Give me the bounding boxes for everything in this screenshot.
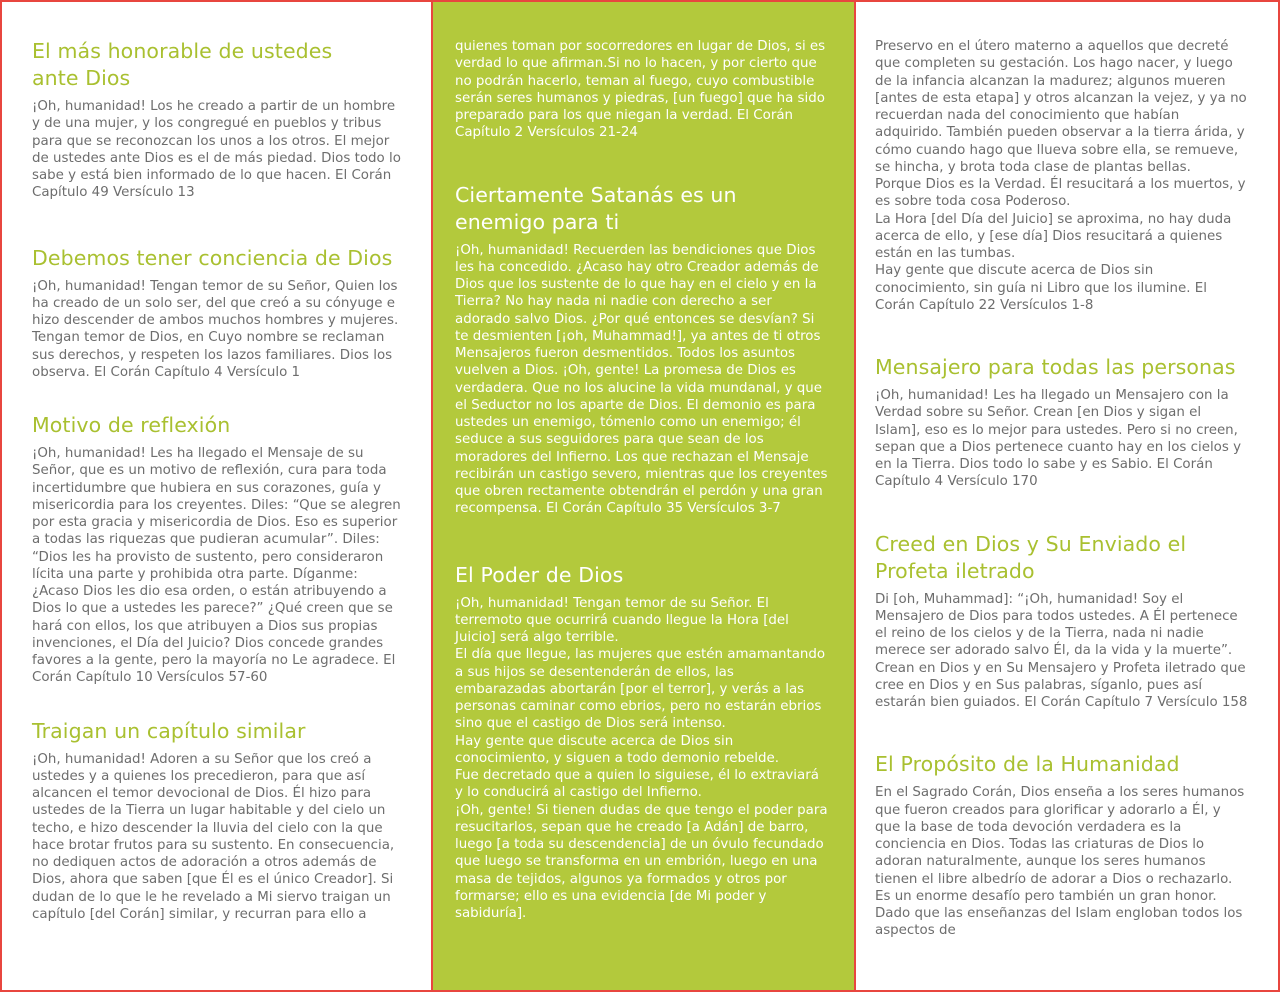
section-title: El Propósito de la Humanidad	[875, 752, 1180, 777]
section-conciencia	[32, 245, 403, 382]
section-poder	[455, 562, 828, 923]
section-capitulo-similar	[32, 718, 403, 924]
section-mensajero	[875, 354, 1248, 491]
section-body: ¡Oh, humanidad! Tengan temor de su Señor, Quien los ha creado de un solo ser, del que creó a su cónyuge e hizo descender de ambos muchos hombres y mujeres. Tengan temor de Dios, en Cuyo nombre se reclaman sus derechos, y respeten los lazos familiares. Dios los observa. El Corán Capítulo 4 Versículo 1	[32, 278, 399, 380]
section-title: El Poder de Dios	[455, 562, 624, 587]
section-title: Creed en Dios y Su Enviado el Profeta iletrado	[875, 531, 1187, 583]
continuation-text: Preservo en el útero materno a aquellos que decreté que completen su gestación. Los hago nacer, y luego de la infancia alcanzan la madurez; algunos mueren [antes de esta etapa] y otros alcanzan la vejez, y ya no recuerdan nada del conocimiento que habían adquirido. También pueden observar a la tierra árida, y cómo cuando hago que llueva sobre ella, se remueve, se hincha, y brota toda clase de plantas bellas. Porque Dios es la Verdad. Él resucitará a los muertos, y es sobre toda cosa Poderoso. La Hora [del Día del Juicio] se aproxima, no hay duda acerca de ello, y [ese día] Dios resucitará a quienes están en las tumbas. Hay gente que discute acerca de Dios sin conocimiento, sin guía ni Libro que los ilumine. El Corán Capítulo 22 Versículos 1-8	[875, 39, 1247, 313]
section-reflexion	[32, 412, 403, 687]
section-body: ¡Oh, humanidad! Adoren a su Señor que los creó a ustedes y a quienes los precedieron, para que así alcancen el temor devocional de Dios. Él hizo para ustedes de la Tierra un lugar habitable y del cielo un techo, e hizo descender la lluvia del cielo con la que hace brotar frutos para su sustento. En consecuencia, no dediquen actos de adoración a otros además de Dios, ahora que saben [que Él es el único Creador]. Si dudan de lo que le he revelado a Mi siervo traigan un capítulo [del Corán] similar, y recurran para ello a	[32, 751, 395, 922]
section-body: En el Sagrado Corán, Dios enseña a los seres humanos que fueron creados para glorificar y adorarlo a Él, y que la base de toda devoción verdadera es la conciencia en Dios. Todas las criaturas de Dios lo adoran naturalmente, aunque los seres humanos tienen el libre albedrío de adorar a Dios o rechazarlo. Es un enorme desafío pero también un gran honor. Dado que las enseñanzas del Islam engloban todos los aspectos de	[875, 785, 1245, 939]
section-body: ¡Oh, humanidad! Los he creado a partir de un hombre y de una mujer, y los congregué en pueblos y tribus para que se reconozcan los unos a los otros. El mejor de ustedes ante Dios es el de más piedad. Dios todo lo sabe y está bien informado de lo que hacen. El Corán Capítulo 49 Versículo 13	[32, 99, 401, 201]
section-title: El más honorable de ustedes ante Dios	[32, 39, 333, 90]
section-body: ¡Oh, humanidad! Tengan temor de su Señor. El terremoto que ocurrirá cuando llegue la Hora [del Juicio] será algo terrible. El día que llegue, las mujeres que estén amamantando a sus hijos se desentenderán de ellos, las embarazadas abortarán [por el terror], y verás a las personas caminar como ebrios, pero no estarán ebrios sino que el castigo de Dios será intenso. Hay gente que discute acerca de Dios sin conocimiento, y siguen a todo demonio rebelde. Fue decretado que a quien lo siguiese, él lo extraviará y lo conducirá al castigo del Infierno. ¡Oh, gente! Si tienen dudas de que tengo el poder para resucitarlos, sepan que he creado [a Adán] de barro, luego [a toda su descendencia] de un óvulo fecundado que luego se transforma en un embrión, luego en una masa de tejidos, algunos ya formados y otros por formarse; ello es una evidencia [de Mi poder y sabiduría].	[455, 595, 828, 921]
section-creed	[875, 531, 1248, 712]
right-column	[856, 0, 1280, 992]
section-title: Motivo de reflexión	[32, 413, 231, 437]
section-honorable	[32, 38, 403, 202]
section-title: Debemos tener conciencia de Dios	[32, 245, 393, 270]
section-title: Traigan un capítulo similar	[32, 718, 306, 743]
center-column	[431, 0, 856, 992]
section-title: Ciertamente Satanás es un enemigo para ti	[455, 182, 737, 234]
section-satanas	[455, 182, 828, 518]
section-body: Di [oh, Muhammad]: “¡Oh, humanidad! Soy el Mensajero de Dios para todos ustedes. A Él pertenece el reino de los cielos y de la Tierra, nada ni nadie merece ser adorado salvo Él, da la vida y la muerte”. Crean en Dios y en Su Mensajero y Profeta iletrado que cree en Dios y en Sus palabras, síganlo, pues así estarán bien guiados. El Corán Capítulo 7 Versículo 158	[875, 591, 1248, 710]
section-body: ¡Oh, humanidad! Les ha llegado el Mensaje de su Señor, que es un motivo de reflexión, cura para toda incertidumbre que hubiera en sus corazones, guía y misericordia para los creyentes. Diles: “Que se alegren por esta gracia y misericordia de Dios. Eso es superior a todas las riquezas que pudieran acumular”. Diles: “Dios les ha provisto de sustento, pero consideraron lícita una parte y prohibida otra parte. Díganme: ¿Acaso Dios les dio esa orden, o están atribuyendo a Dios lo que a ustedes les parece?” ¿Qué creen que se hará con ellos, los que atribuyen a Dios sus propias invenciones, el Día del Juicio? Dios concede grandes favores a la gente, pero la mayoría no Le agradece. El Corán Capítulo 10 Versículos 57-60	[32, 446, 401, 686]
section-body: ¡Oh, humanidad! Recuerden las bendiciones que Dios les ha concedido. ¿Acaso hay otro Creador además de Dios que los sustente de lo que hay en el cielo y en la Tierra? No hay nada ni nadie con derecho a ser adorado salvo Dios. ¿Por qué entonces se desvían? Si te desmienten [¡oh, Muhammad!], ya antes de ti otros Mensajeros fueron desmentidos. Todos los asuntos vuelven a Dios. ¡Oh, gente! La promesa de Dios es verdadera. Que no los alucine la vida mundanal, y que el Seductor no los aparte de Dios. El demonio es para ustedes un enemigo, tómenlo como un enemigo; él seduce a sus seguidores para que sean de los moradores del Infierno. Los que rechazan el Mensaje recibirán un castigo severo, mientras que los creyentes que obren rectamente obtendrán el perdón y una gran recompensa. El Corán Capítulo 35 Versículos 3-7	[455, 242, 828, 517]
continuation-text: quienes toman por socorredores en lugar de Dios, si es verdad lo que afirman.Si no lo hacen, y por cierto que no podrán hacerlo, teman al fuego, cuyo combustible serán seres humanos y piedras, [un fuego] que ha sido preparado para los que niegan la verdad. El Corán Capítulo 2 Versículos 21-24	[455, 39, 826, 141]
section-proposito	[875, 751, 1248, 939]
left-column	[0, 0, 431, 992]
section-body: ¡Oh, humanidad! Les ha llegado un Mensajero con la Verdad sobre su Señor. Crean [en Dios y sigan el Islam], eso es lo mejor para ustedes. Pero si no creen, sepan que a Dios pertenece cuanto hay en los cielos y en la Tierra. Dios todo lo sabe y es Sabio. El Corán Capítulo 4 Versículo 170	[875, 388, 1242, 490]
section-title: Mensajero para todas las personas	[875, 355, 1236, 379]
